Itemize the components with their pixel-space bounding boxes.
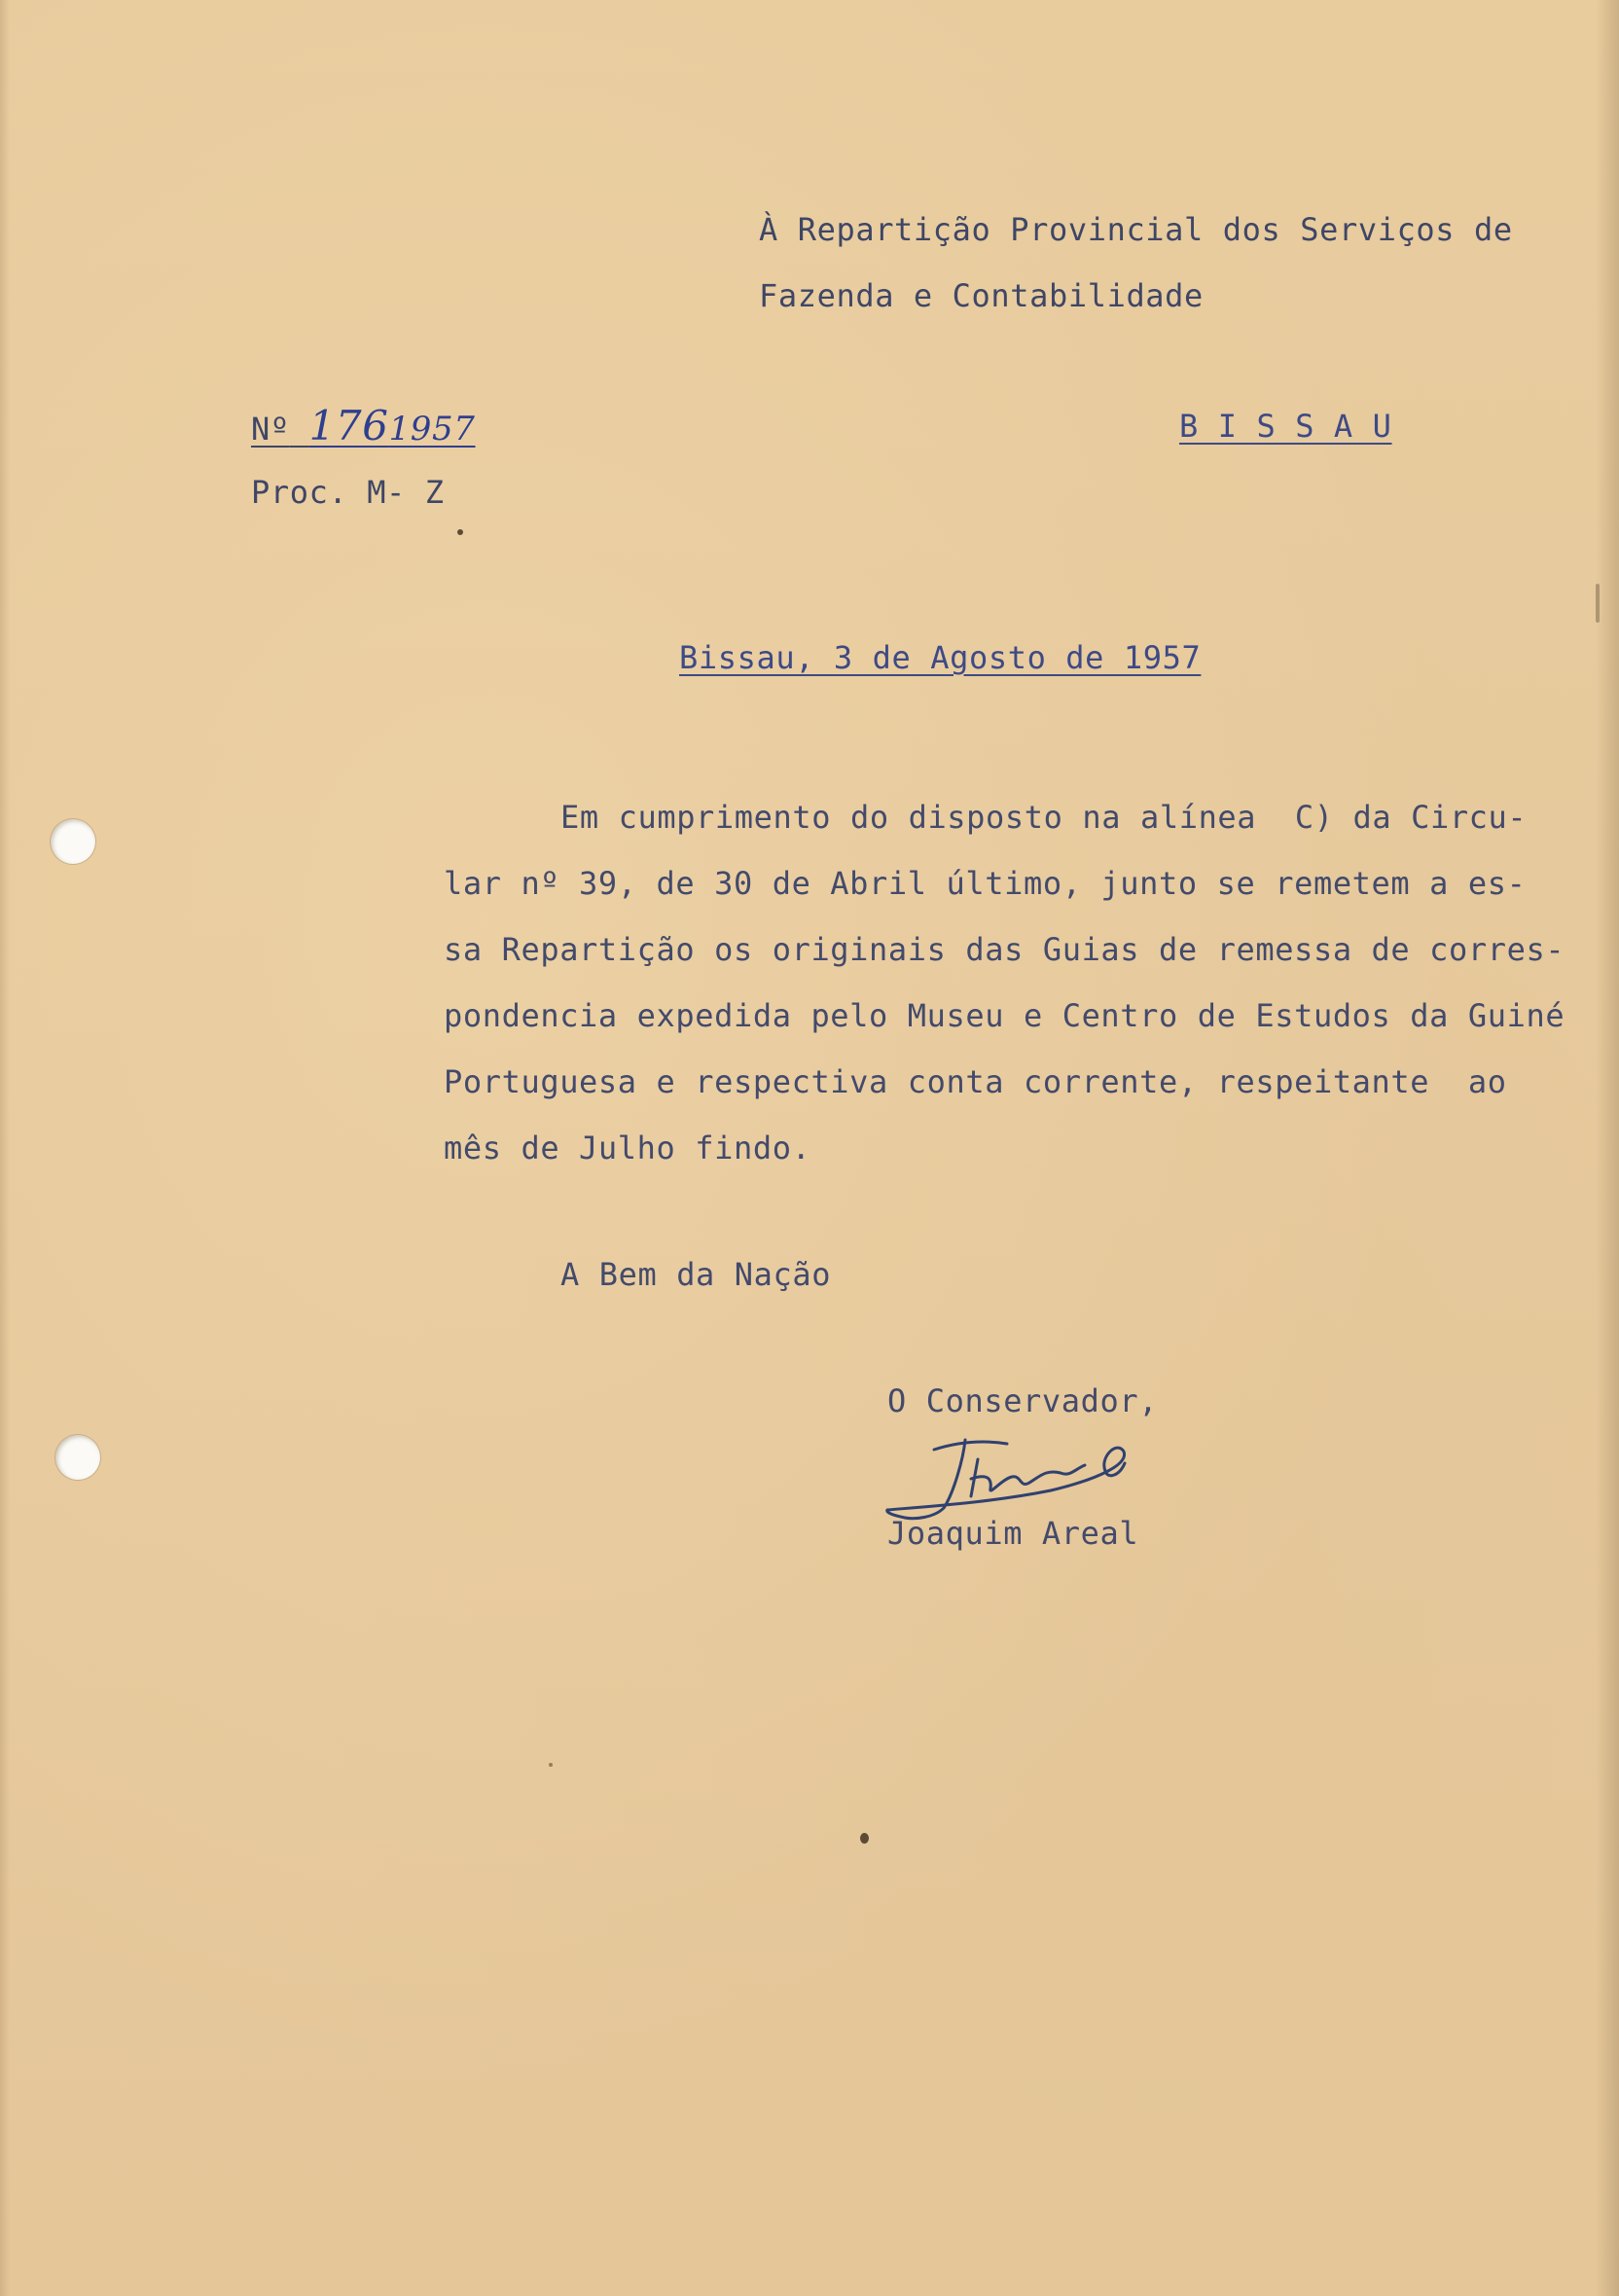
body-line-6: mês de Julho findo. — [444, 1130, 811, 1166]
body-line-4: pondencia expedida pelo Museu e Centro de Estudos da Guiné — [444, 997, 1565, 1034]
addressee-line-1: À Repartição Provincial dos Serviços de — [759, 211, 1513, 248]
punch-hole-top — [51, 819, 95, 864]
page-left-edge — [0, 0, 10, 2296]
reference-number — [251, 402, 476, 449]
body-line-2: lar nº 39, de 30 de Abril último, junto se remetem a es- — [444, 865, 1527, 902]
page-right-shadow — [1596, 0, 1619, 2296]
body-line-5: Portuguesa e respectiva conta corrente, respeitante ao — [444, 1063, 1507, 1100]
reference-number-handwritten: 176 — [308, 402, 389, 449]
city-heading: B I S S A U — [1179, 408, 1392, 445]
body-line-1: Em cumprimento do disposto na alínea C) da Circu- — [560, 799, 1528, 836]
punch-hole-bottom — [55, 1435, 100, 1480]
paper-mark — [1596, 584, 1600, 623]
addressee-line-2: Fazenda e Contabilidade — [759, 277, 1204, 314]
paper-speck — [457, 529, 463, 535]
closing-salutation: A Bem da Nação — [560, 1256, 832, 1293]
paper-speck — [549, 1763, 553, 1767]
reference-prefix: Nº — [251, 411, 290, 448]
letter-date: Bissau, 3 de Agosto de 1957 — [679, 639, 1202, 676]
paper-speck — [860, 1833, 869, 1844]
body-line-3: sa Repartição os originais das Guias de remessa de corres- — [444, 931, 1565, 968]
signer-name: Joaquim Areal — [887, 1515, 1139, 1552]
process-reference: Proc. M- Z — [251, 474, 445, 511]
reference-year-handwritten: 1957 — [388, 410, 476, 448]
signer-title: O Conservador, — [887, 1382, 1159, 1419]
